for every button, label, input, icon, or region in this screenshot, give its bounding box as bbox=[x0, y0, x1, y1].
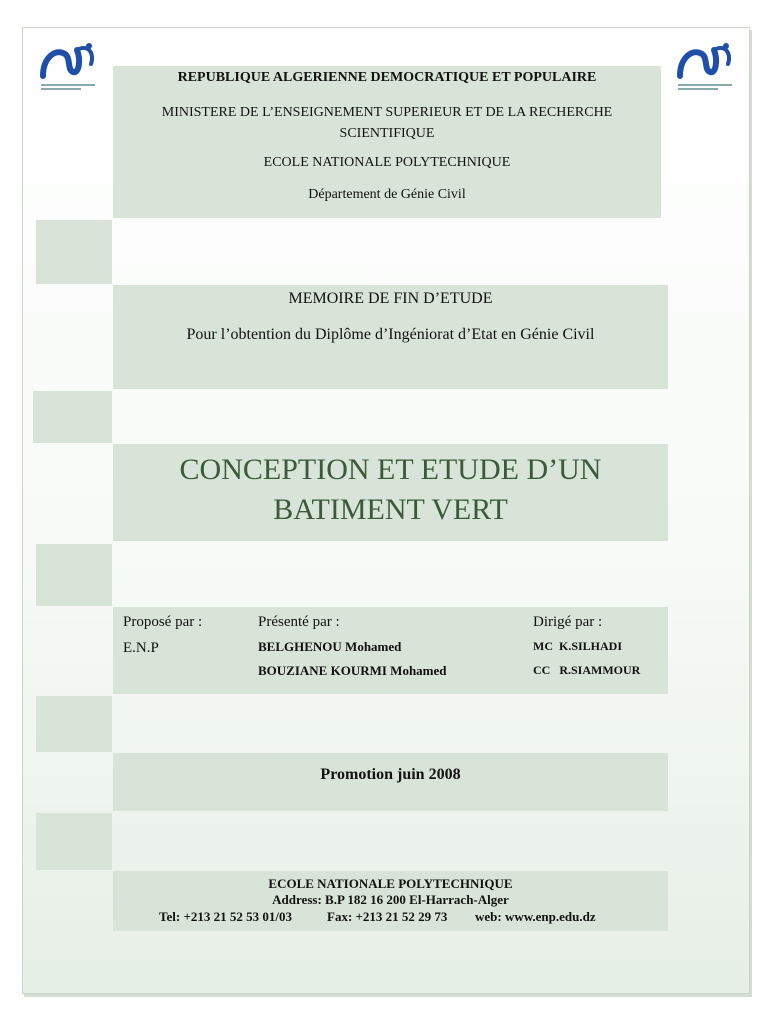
supervisor-1: MC K.SILHADI bbox=[533, 639, 623, 653]
side-block-5 bbox=[36, 813, 112, 870]
side-block-2 bbox=[33, 391, 112, 443]
side-block-4 bbox=[36, 696, 112, 752]
enp-logo-icon bbox=[674, 40, 736, 94]
footer-box bbox=[113, 871, 668, 931]
promotion-text: Promotion juin 2008 bbox=[320, 766, 461, 783]
footer-web: web: www.enp.edu.dz bbox=[475, 909, 596, 924]
header-school: ECOLE NATIONALE POLYTECHNIQUE bbox=[263, 155, 511, 170]
dirige-label: Dirigé par : bbox=[533, 614, 603, 630]
propose-value: E.N.P bbox=[123, 640, 159, 656]
footer-fax: Fax: +213 21 52 29 73 bbox=[327, 909, 448, 924]
student-1: BELGHENOU Mohamed bbox=[258, 639, 402, 654]
header-ministry bbox=[113, 102, 661, 144]
header-ministry-line2: SCIENTIFIQUE bbox=[339, 126, 435, 141]
memoire-subtitle: Pour l’obtention du Diplôme d’Ingéniorat d’Etat en Génie Civil bbox=[186, 326, 595, 343]
credits-box bbox=[113, 607, 668, 694]
thesis-title bbox=[113, 450, 668, 530]
header-ministry-line1: MINISTERE DE L’ENSEIGNEMENT SUPERIEUR ET DE LA RECHERCHE bbox=[161, 105, 613, 120]
memoire-box bbox=[113, 285, 668, 389]
side-block-1 bbox=[36, 220, 112, 284]
header-box bbox=[113, 66, 661, 218]
promotion-box bbox=[113, 753, 668, 811]
memoire-title: MEMOIRE DE FIN D’ETUDE bbox=[288, 290, 493, 307]
footer-tel: Tel: +213 21 52 53 01/03 bbox=[159, 909, 292, 924]
thesis-title-line1: CONCEPTION ET ETUDE D’UN bbox=[179, 453, 602, 486]
footer-school: ECOLE NATIONALE POLYTECHNIQUE bbox=[268, 876, 513, 891]
footer-address: Address: B.P 182 16 200 El-Harrach-Alger bbox=[272, 892, 509, 907]
supervisor-2: CC R.SIAMMOUR bbox=[533, 663, 641, 677]
side-block-3 bbox=[36, 544, 112, 606]
thesis-title-box bbox=[113, 444, 668, 541]
presente-label: Présenté par : bbox=[258, 614, 340, 630]
header-republic: REPUBLIQUE ALGERIENNE DEMOCRATIQUE ET POPULAIRE bbox=[177, 70, 597, 85]
student-2: BOUZIANE KOURMI Mohamed bbox=[258, 663, 447, 678]
thesis-title-line2: BATIMENT VERT bbox=[273, 493, 508, 526]
enp-logo-icon bbox=[37, 40, 99, 94]
propose-label: Proposé par : bbox=[123, 614, 203, 630]
header-department: Département de Génie Civil bbox=[308, 187, 466, 202]
